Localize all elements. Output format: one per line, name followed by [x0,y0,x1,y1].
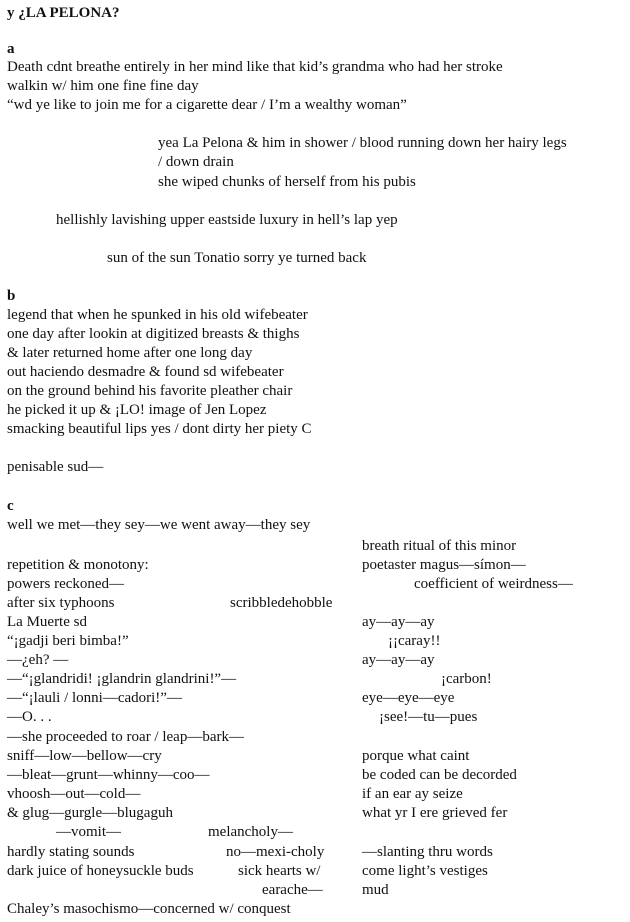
poem-line: legend that when he spunked in his old wifebeater [7,307,308,323]
poem-line: hellishly lavishing upper eastside luxury in hell’s lap yep [56,212,398,228]
poem-line: yea La Pelona & him in shower / blood running down her hairy legs [158,135,567,151]
poem-line: —“¡lauli / lonni—cadori!”— [7,690,182,706]
poem-line: sick hearts w/ [238,863,321,879]
poem-line: she wiped chunks of herself from his pubis [158,174,416,190]
poem-line: porque what caint [362,748,470,764]
poem-line: & later returned home after one long day [7,345,253,361]
poem-line: eye—eye—eye [362,690,455,706]
poem-line: poetaster magus—símon— [362,557,526,573]
poem-line: —she proceeded to roar / leap—bark— [7,729,244,745]
poem-line: be coded can be decorded [362,767,517,783]
section-a-label: a [7,41,15,57]
poem-line: ¡¡caray!! [388,633,441,649]
poem-line: —¿eh? — [7,652,69,668]
poem-line: —O. . . [7,709,52,725]
poem-line: ¡see!—tu—pues [379,709,478,725]
poem-line: out haciendo desmadre & found sd wifebeater [7,364,284,380]
poem-line: no—mexi-choly [226,844,325,860]
poem-line: coefficient of weirdness— [414,576,573,592]
poem-line: repetition & monotony: [7,557,149,573]
poem-line: sniff—low—bellow—cry [7,748,162,764]
poem-line: sun of the sun Tonatio sorry ye turned back [107,250,367,266]
section-c-label: c [7,498,14,514]
poem-line: hardly stating sounds [7,844,135,860]
poem-line: earache— [262,882,323,898]
poem-line: if an ear ay seize [362,786,463,802]
poem-line: —vomit— [56,824,122,840]
poem-line: on the ground behind his favorite pleather chair [7,383,293,399]
poem-line: vhoosh—out—cold— [7,786,141,802]
poem-line: mud [362,882,389,898]
poem-line: powers reckoned— [7,576,125,592]
poem-line: “¡gadji beri bimba!” [7,633,129,649]
poem-line: what yr I ere grieved fer [362,805,508,821]
poem-line: come light’s vestiges [362,863,488,879]
poem-line: breath ritual of this minor [362,538,517,554]
poem-line: after six typhoons [7,595,115,611]
poem-line: —slanting thru words [362,844,493,860]
poem-line: —“¡glandridi! ¡glandrin glandrini!”— [7,671,237,687]
poem-line: —bleat—grunt—whinny—coo— [7,767,210,783]
poem-line: penisable sud— [7,459,104,475]
poem-line: La Muerte sd [7,614,87,630]
poem-line: / down drain [158,154,234,170]
poem-line: one day after lookin at digitized breasts & thighs [7,326,300,342]
poem-line: Chaley’s masochismo—concerned w/ conquest [7,901,291,917]
section-b-label: b [7,288,16,304]
poem-line: ay—ay—ay [362,652,435,668]
poem-line: Death cdnt breathe entirely in her mind like that kid’s grandma who had her stroke [7,59,503,75]
poem-title: y ¿LA PELONA? [7,5,120,21]
poem-line: ¡carbon! [441,671,492,687]
poem-line: dark juice of honeysuckle buds [7,863,194,879]
poem-line: walkin w/ him one fine fine day [7,78,199,94]
poem-line: “wd ye like to join me for a cigarette dear / I’m a wealthy woman” [7,97,407,113]
poem-line: scribbledehobble [230,595,333,611]
poem-line: ay—ay—ay [362,614,435,630]
poem-line: melancholy— [208,824,293,840]
poem-line: & glug—gurgle—blugaguh [7,805,173,821]
poem-line: he picked it up & ¡LO! image of Jen Lopez [7,402,267,418]
poem-line: well we met—they sey—we went away—they sey [7,517,311,533]
poem-line: smacking beautiful lips yes / dont dirty her piety C [7,421,312,437]
